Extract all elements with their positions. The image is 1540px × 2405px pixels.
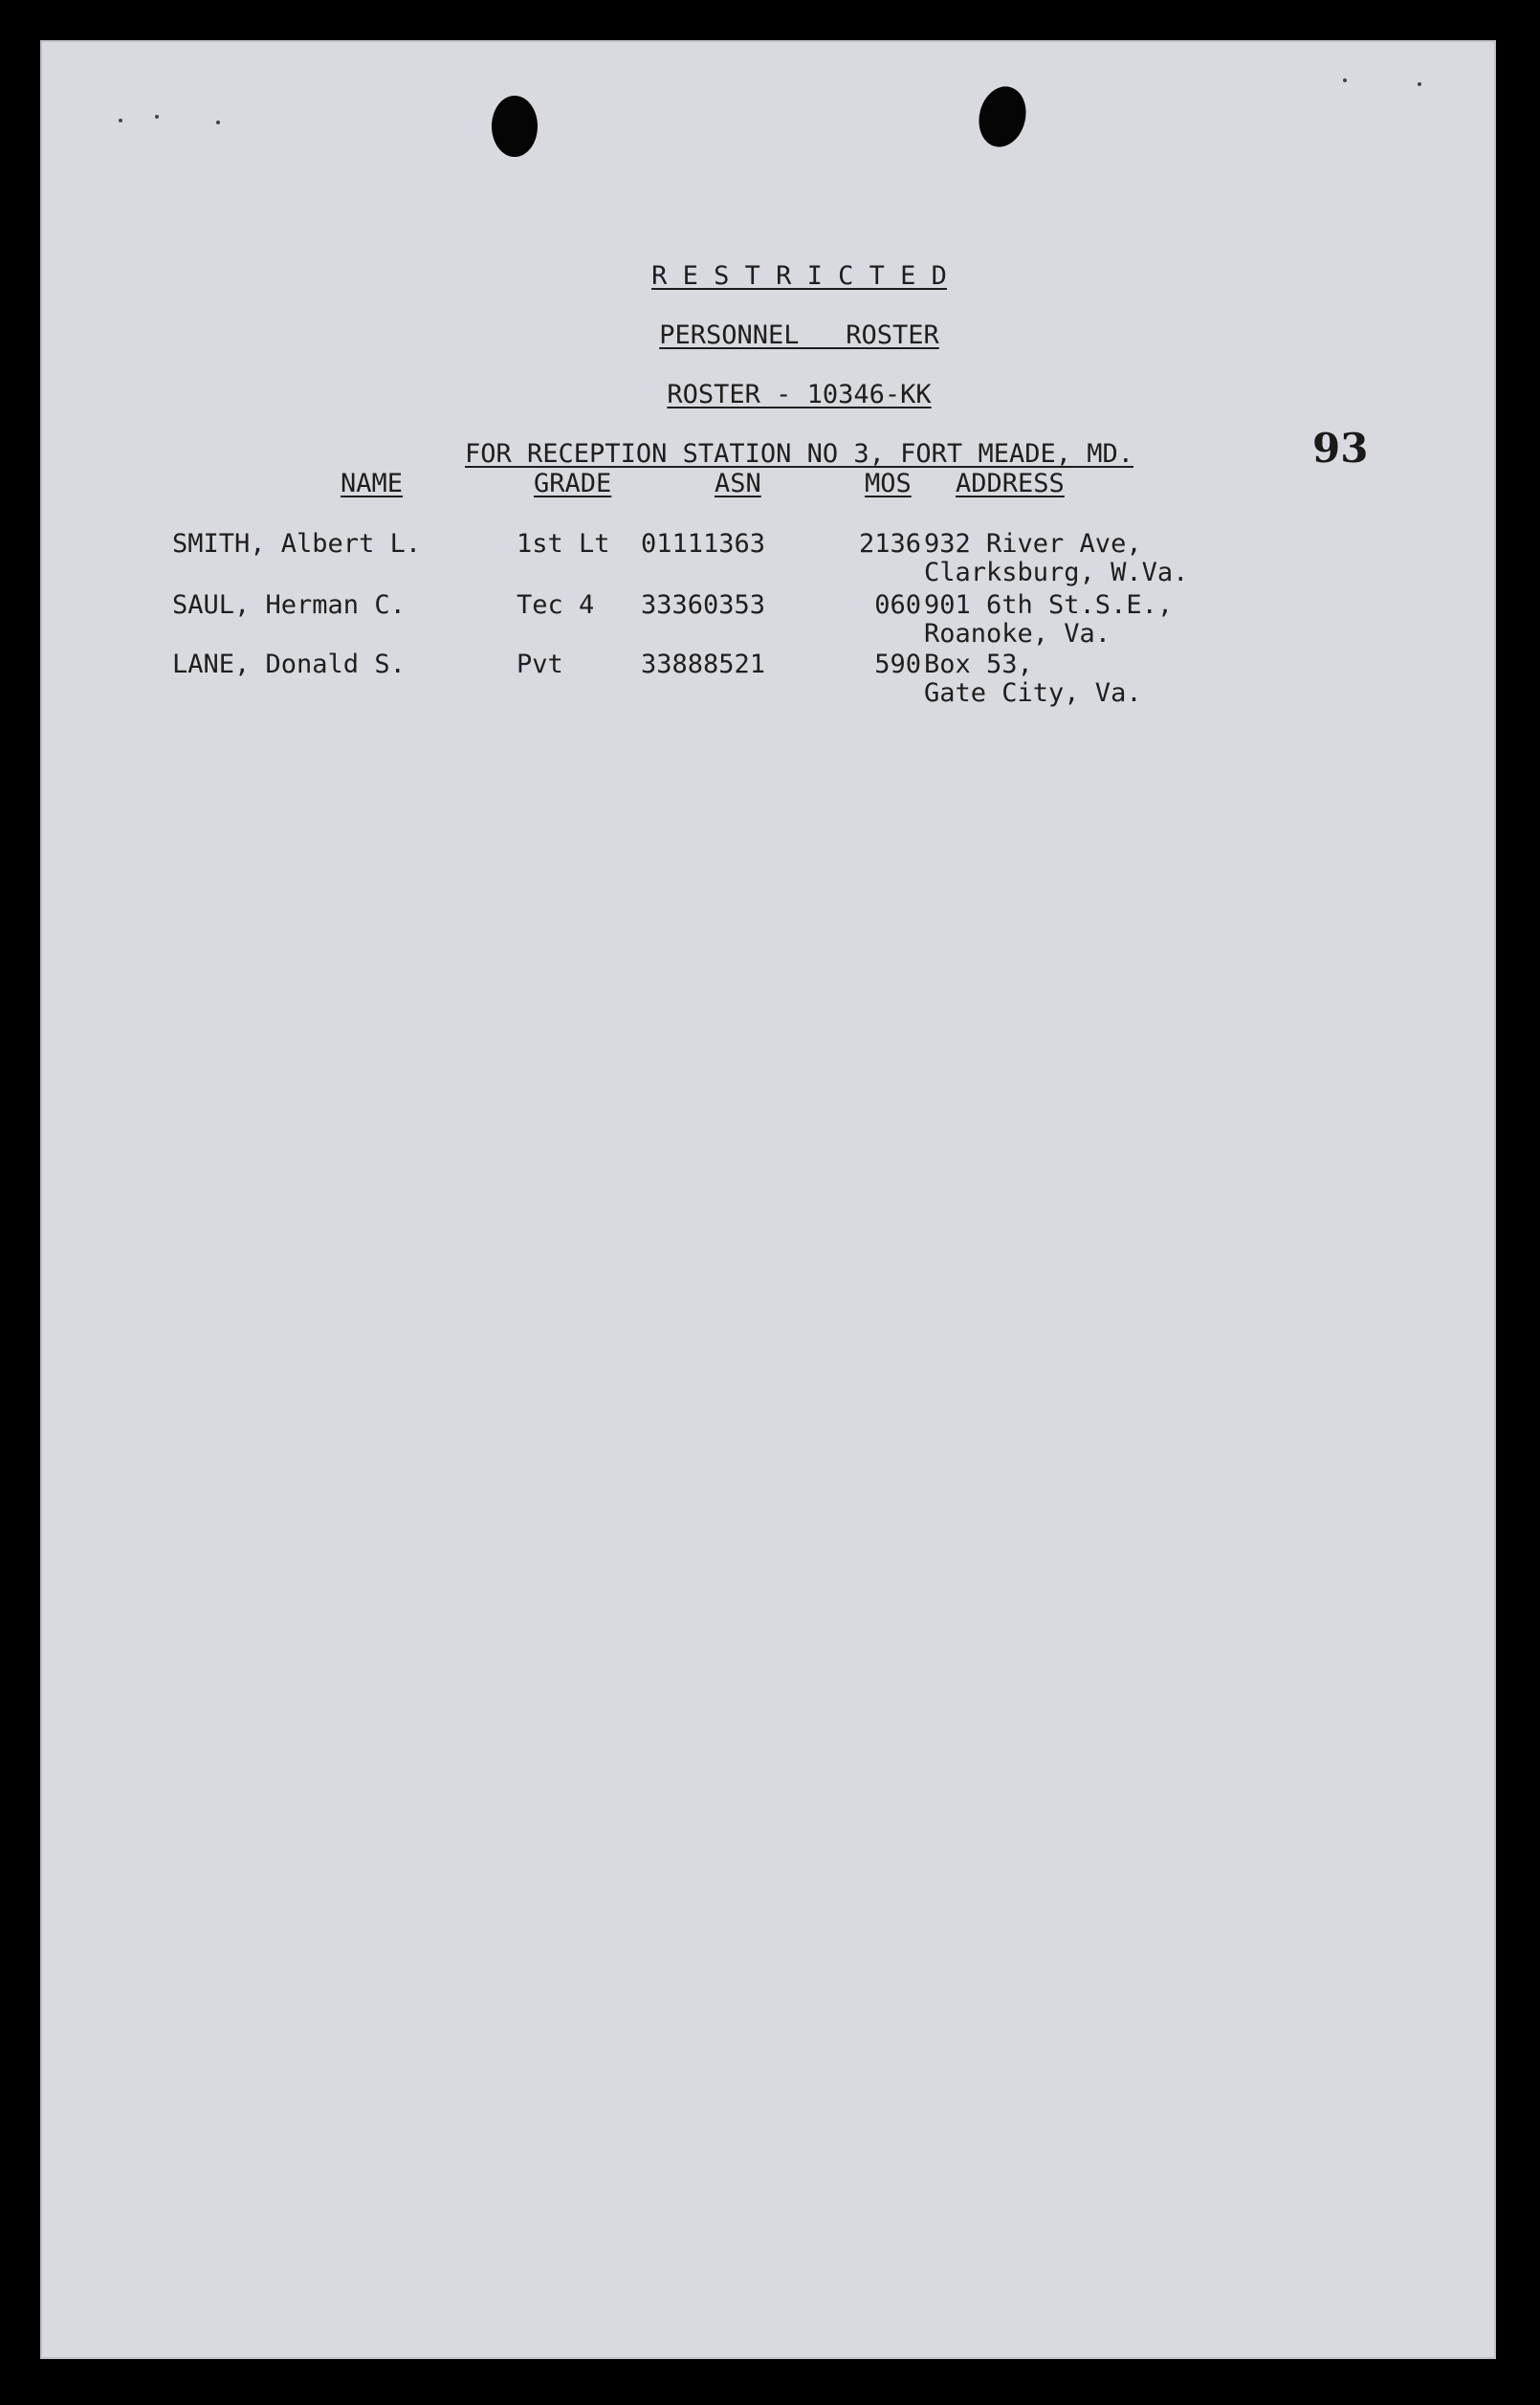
column-header-name: NAME [341, 469, 404, 498]
station-line [42, 411, 1494, 497]
row-mos: 2136 [858, 529, 921, 559]
column-header-mos: MOS [865, 469, 912, 498]
row-asn: 33888521 [641, 650, 766, 679]
paper-speck [1343, 78, 1347, 82]
paper-speck [216, 121, 220, 124]
row-asn: 01111363 [641, 529, 766, 559]
column-header-address: ADDRESS [956, 469, 1065, 498]
column-header-grade: GRADE [534, 469, 612, 498]
row-grade: Pvt [517, 650, 563, 679]
paper-speck [1418, 82, 1421, 86]
row-address-line1: Box 53, [924, 650, 1033, 679]
classification-text: R E S T R I C T E D [651, 261, 947, 291]
roster-id-text: ROSTER - 10346-KK [667, 380, 932, 409]
page-number: 93 [1312, 425, 1369, 472]
row-address-line1: 932 River Ave, [924, 529, 1142, 559]
punch-hole [973, 81, 1032, 152]
roster-title-text: PERSONNEL ROSTER [659, 320, 939, 350]
row-grade: 1st Lt [517, 529, 610, 559]
paper-speck [119, 119, 122, 122]
row-mos: 590 [874, 650, 921, 679]
station-text: FOR RECEPTION STATION NO 3, FORT MEADE, MD. [465, 439, 1133, 469]
column-header-asn: ASN [715, 469, 761, 498]
row-name: SAUL, Herman C. [172, 590, 406, 620]
row-address-line1: 901 6th St.S.E., [924, 590, 1174, 620]
document-page [40, 40, 1496, 2359]
row-address-line2: Gate City, Va. [924, 678, 1142, 708]
paper-speck [155, 115, 159, 119]
punch-hole [492, 96, 538, 157]
row-name: LANE, Donald S. [172, 650, 406, 679]
row-name: SMITH, Albert L. [172, 529, 422, 559]
row-grade: Tec 4 [517, 590, 595, 620]
row-address-line2: Clarksburg, W.Va. [924, 558, 1189, 587]
row-mos: 060 [874, 590, 921, 620]
row-address-line2: Roanoke, Va. [924, 619, 1111, 649]
row-asn: 33360353 [641, 590, 766, 620]
